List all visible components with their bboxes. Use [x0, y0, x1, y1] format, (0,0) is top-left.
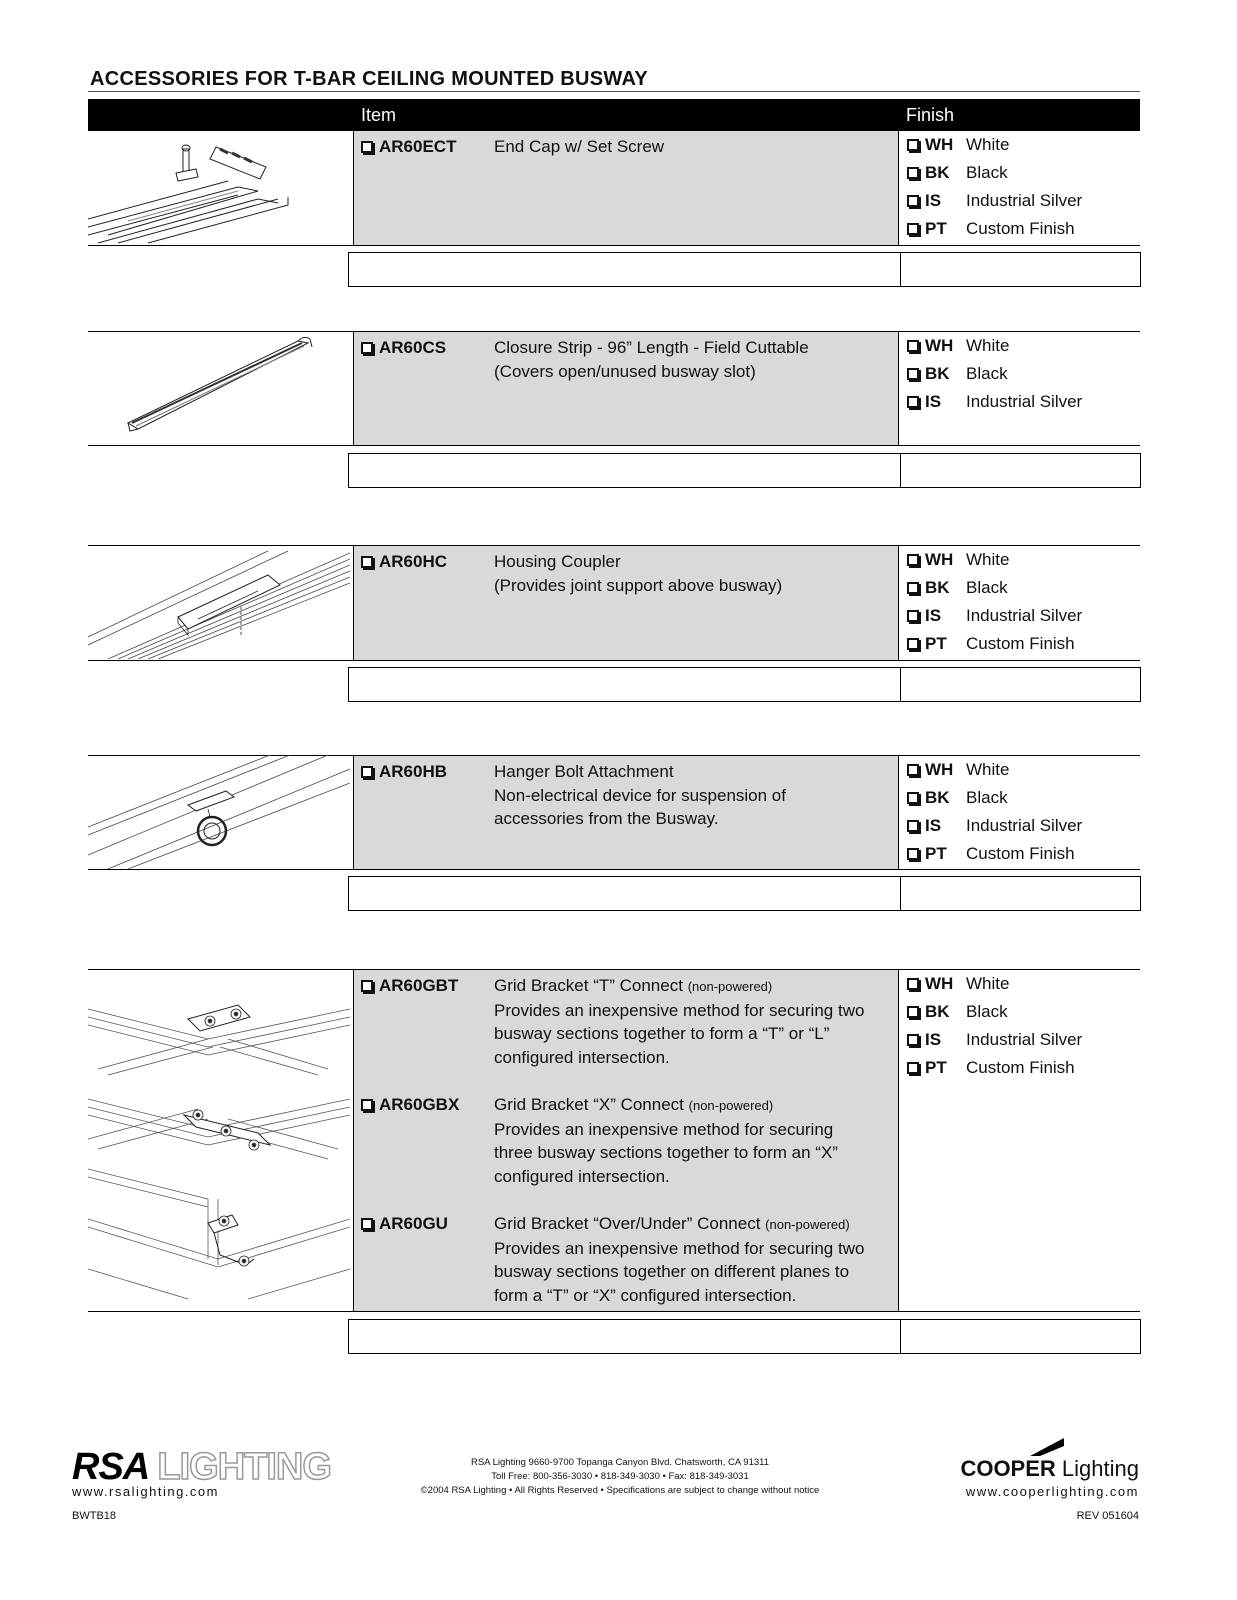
- closure-strip-illustration: [88, 331, 350, 445]
- finish-option[interactable]: PT Custom Finish: [907, 1058, 1075, 1078]
- checkbox-icon[interactable]: [907, 582, 919, 594]
- checkbox-icon[interactable]: [907, 978, 919, 990]
- finish-option[interactable]: WH White: [907, 135, 1009, 155]
- finish-option[interactable]: BK Black: [907, 364, 1008, 384]
- rsa-url: www.rsalighting.com: [72, 1484, 219, 1499]
- finish-option[interactable]: PT Custom Finish: [907, 219, 1075, 239]
- cooper-mark-icon: [1030, 1434, 1064, 1456]
- checkbox-icon[interactable]: [907, 820, 919, 832]
- checkbox-icon[interactable]: [907, 368, 919, 380]
- checkbox-icon[interactable]: [361, 556, 373, 568]
- company-address: RSA Lighting 9660-9700 Topanga Canyon Blvd. Chatsworth, CA 91311 Toll Free: 800-356-3030 • 818-349-3030 • Fax: 818-349-3031 ©2004 RSA Lighting • All Rights Reserved • Specifications are subject to change without notice: [420, 1457, 820, 1496]
- finish-option[interactable]: IS Industrial Silver: [907, 816, 1082, 836]
- finish-option[interactable]: WH White: [907, 760, 1009, 780]
- product-code[interactable]: AR60GU: [361, 1214, 448, 1234]
- finish-option[interactable]: IS Industrial Silver: [907, 392, 1082, 412]
- order-entry-row[interactable]: [348, 876, 1141, 911]
- checkbox-icon[interactable]: [907, 1062, 919, 1074]
- revision: REV 051604: [1076, 1510, 1139, 1522]
- checkbox-icon[interactable]: [907, 195, 919, 207]
- order-entry-row[interactable]: [348, 252, 1141, 287]
- product-code[interactable]: AR60HB: [361, 762, 447, 782]
- header-item: Item: [361, 105, 397, 125]
- checkbox-icon[interactable]: [907, 638, 919, 650]
- checkbox-icon[interactable]: [361, 1218, 373, 1230]
- cooper-url: www.cooperlighting.com: [965, 1484, 1139, 1499]
- document-id: BWTB18: [72, 1510, 117, 1522]
- product-code[interactable]: AR60GBT: [361, 976, 458, 996]
- order-entry-row[interactable]: [348, 1319, 1141, 1354]
- header-finish: Finish: [906, 105, 955, 125]
- product-code[interactable]: AR60GBX: [361, 1095, 459, 1115]
- rsa-logo: RSA LIGHTING: [72, 1446, 331, 1488]
- checkbox-icon[interactable]: [361, 1099, 373, 1111]
- checkbox-icon[interactable]: [907, 764, 919, 776]
- finish-option[interactable]: IS Industrial Silver: [907, 191, 1082, 211]
- product-code[interactable]: AR60CS: [361, 338, 446, 358]
- checkbox-icon[interactable]: [907, 1006, 919, 1018]
- checkbox-icon[interactable]: [907, 167, 919, 179]
- checkbox-icon[interactable]: [361, 766, 373, 778]
- checkbox-icon[interactable]: [361, 342, 373, 354]
- housing-coupler-illustration: [88, 545, 350, 659]
- checkbox-icon[interactable]: [907, 848, 919, 860]
- checkbox-icon[interactable]: [907, 340, 919, 352]
- finish-option[interactable]: BK Black: [907, 163, 1008, 183]
- checkbox-icon[interactable]: [907, 223, 919, 235]
- checkbox-icon[interactable]: [361, 980, 373, 992]
- product-description: Housing Coupler (Provides joint support above busway): [494, 552, 783, 595]
- finish-option[interactable]: IS Industrial Silver: [907, 1030, 1082, 1050]
- order-entry-row[interactable]: [348, 667, 1141, 702]
- page-title: ACCESSORIES FOR T-BAR CEILING MOUNTED BUSWAY: [90, 68, 649, 90]
- cooper-logo: COOPER Lighting: [960, 1456, 1139, 1481]
- grid-bracket-illustration: [88, 969, 350, 1311]
- product-description: End Cap w/ Set Screw: [494, 137, 665, 156]
- checkbox-icon[interactable]: [361, 141, 373, 153]
- hanger-bolt-illustration: [88, 755, 350, 869]
- product-description: Grid Bracket “T” Connect (non-powered) Provides an inexpensive method for securing two busway sections together to form a “T” or “L” configured intersection.: [494, 976, 865, 1067]
- checkbox-icon[interactable]: [907, 792, 919, 804]
- product-code[interactable]: AR60HC: [361, 552, 447, 572]
- finish-option[interactable]: BK Black: [907, 788, 1008, 808]
- page-footer: [0, 1420, 1237, 1600]
- product-description: Closure Strip - 96” Length - Field Cuttable (Covers open/unused busway slot): [494, 338, 809, 381]
- checkbox-icon[interactable]: [907, 139, 919, 151]
- finish-option[interactable]: IS Industrial Silver: [907, 606, 1082, 626]
- checkbox-icon[interactable]: [907, 1034, 919, 1046]
- checkbox-icon[interactable]: [907, 396, 919, 408]
- checkbox-icon[interactable]: [907, 610, 919, 622]
- finish-option[interactable]: BK Black: [907, 578, 1008, 598]
- product-description: Grid Bracket “Over/Under” Connect (non-powered) Provides an inexpensive method for securing two busway sections together on different planes to form a “T” or “X” configured intersection.: [494, 1214, 865, 1305]
- finish-option[interactable]: BK Black: [907, 1002, 1008, 1022]
- product-description: Hanger Bolt Attachment Non-electrical device for suspension of accessories from the Busway.: [494, 762, 786, 828]
- product-code[interactable]: AR60ECT: [361, 137, 456, 157]
- finish-option[interactable]: WH White: [907, 550, 1009, 570]
- finish-option[interactable]: PT Custom Finish: [907, 634, 1075, 654]
- finish-option[interactable]: WH White: [907, 336, 1009, 356]
- product-description: Grid Bracket “X” Connect (non-powered) Provides an inexpensive method for securing three busway sections together to form an “X” configured intersection.: [494, 1095, 838, 1186]
- checkbox-icon[interactable]: [907, 554, 919, 566]
- order-entry-row[interactable]: [348, 453, 1141, 488]
- table-header: [88, 99, 1140, 131]
- end-cap-illustration: [88, 131, 350, 245]
- title-rule: [88, 91, 1140, 92]
- finish-option[interactable]: PT Custom Finish: [907, 844, 1075, 864]
- finish-option[interactable]: WH White: [907, 974, 1009, 994]
